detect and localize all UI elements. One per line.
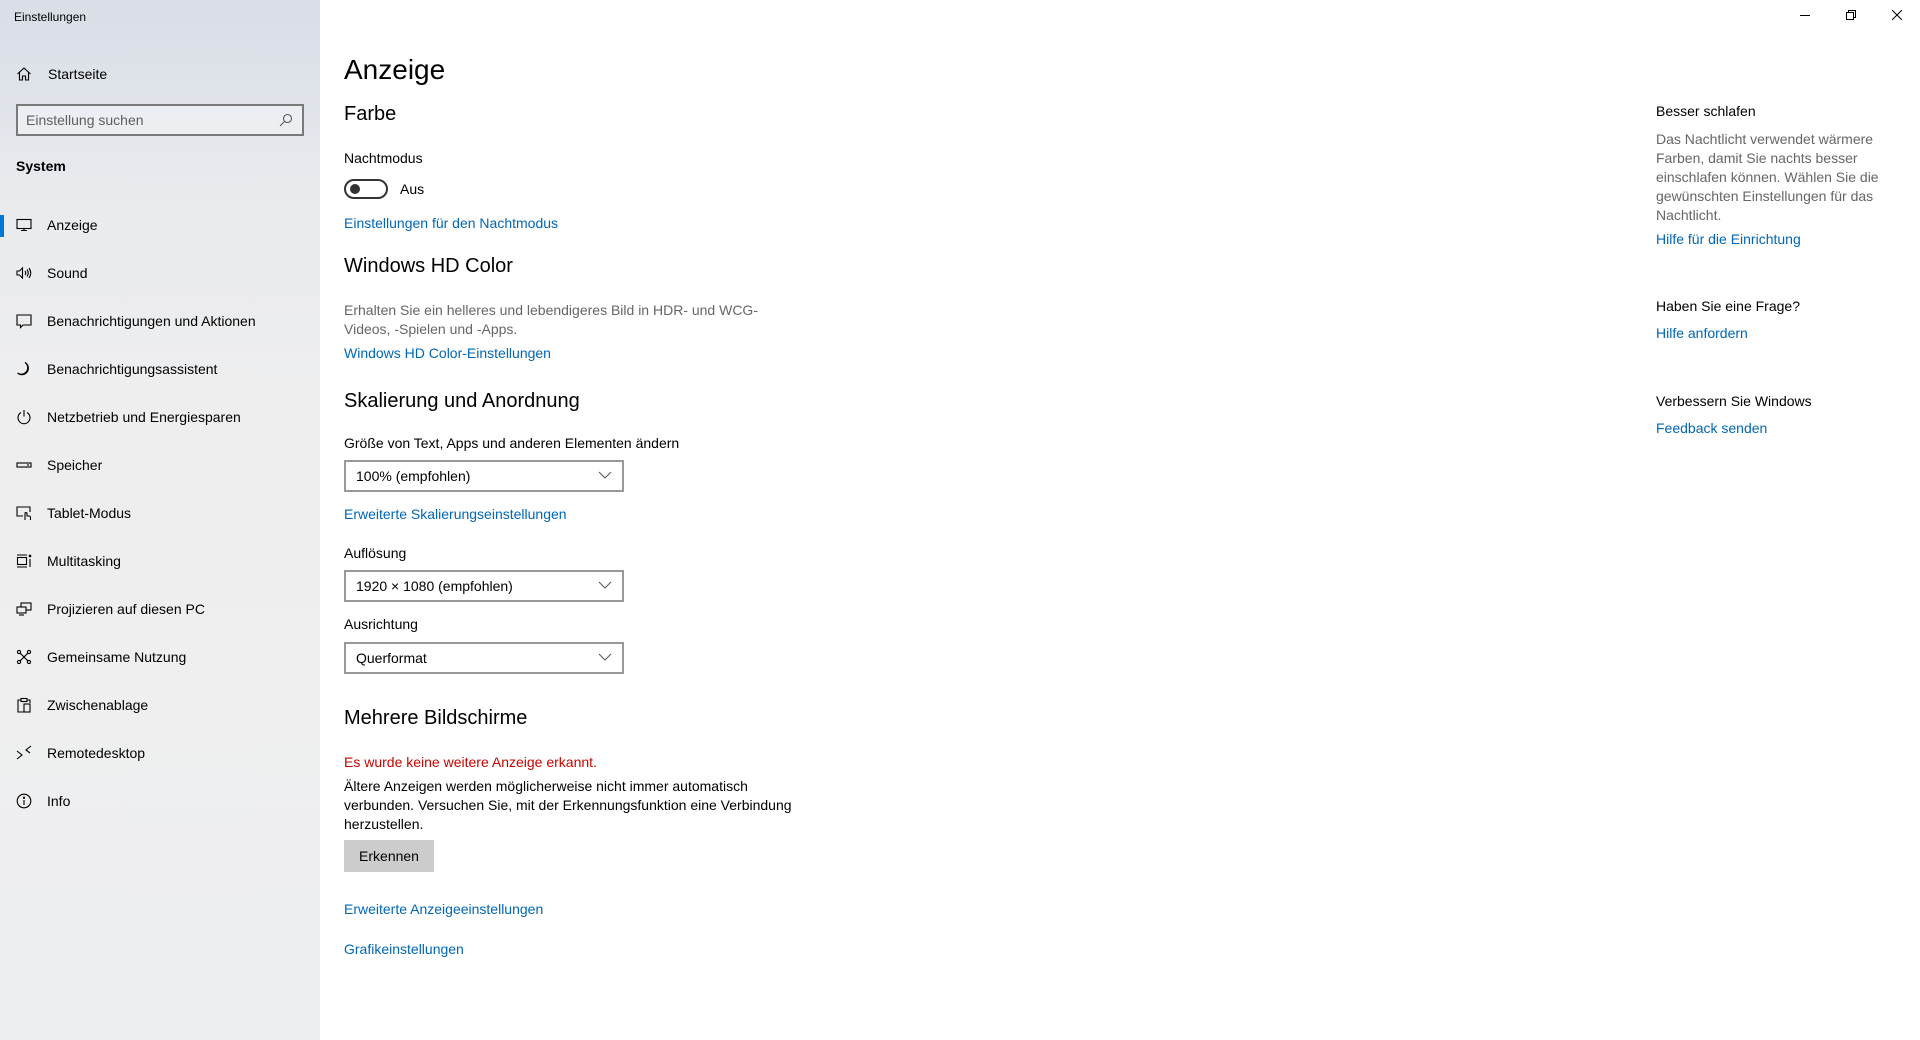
restore-button[interactable] (1828, 0, 1874, 32)
sidebar-item-label: Remotedesktop (47, 745, 146, 761)
notification-icon (16, 313, 32, 329)
advanced-display-settings-link[interactable]: Erweiterte Anzeigeeinstellungen (344, 901, 544, 917)
restore-icon (1846, 7, 1856, 25)
sidebar-item-projizieren[interactable] (0, 585, 320, 633)
sidebar-item-sound[interactable] (0, 249, 320, 297)
main-content (344, 0, 1344, 957)
sidebar-item-zwischenablage[interactable] (0, 681, 320, 729)
sidebar-item-tablet-modus[interactable] (0, 489, 320, 537)
sidebar-nav (0, 201, 320, 825)
search-input[interactable] (26, 112, 278, 128)
no-display-error: Es wurde keine weitere Anzeige erkannt. (344, 754, 597, 770)
moon-icon (16, 361, 32, 377)
speaker-icon (16, 265, 32, 281)
app-title: Einstellungen (14, 10, 87, 24)
sleep-description: Das Nachtlicht verwendet wärmere Farben, damit Sie nachts besser einschlafen können. Wählen Sie die gewünschten Einstellungen für das Nachtlicht. (1656, 131, 1879, 223)
home-link[interactable] (16, 62, 107, 86)
orientation-value: Querformat (356, 650, 427, 666)
minimize-button[interactable] (1782, 0, 1828, 32)
night-mode-settings-link[interactable]: Einstellungen für den Nachtmodus (344, 215, 559, 231)
project-icon (16, 601, 32, 617)
home-icon (16, 66, 32, 82)
section-heading-mehrere-bildschirme: Mehrere Bildschirme (344, 707, 528, 729)
sidebar-item-label: Tablet-Modus (47, 505, 132, 521)
page-title: Anzeige (344, 54, 446, 85)
sidebar-item-label: Gemeinsame Nutzung (47, 649, 187, 665)
scale-dropdown[interactable] (344, 460, 624, 492)
sidebar-item-label: Speicher (47, 457, 103, 473)
sidebar-item-remotedesktop[interactable] (0, 729, 320, 777)
advanced-scaling-link[interactable]: Erweiterte Skalierungseinstellungen (344, 506, 567, 522)
sidebar-item-netzbetrieb[interactable] (0, 393, 320, 441)
night-mode-state: Aus (400, 181, 425, 197)
scale-label: Größe von Text, Apps und anderen Elementen ändern (344, 435, 680, 451)
get-help-link[interactable]: Hilfe anfordern (1656, 325, 1748, 341)
remote-desktop-icon (16, 745, 32, 761)
close-icon (1892, 7, 1902, 25)
orientation-dropdown[interactable] (344, 642, 624, 674)
window-controls (1782, 0, 1920, 32)
sidebar-item-label: Multitasking (47, 553, 121, 569)
night-mode-label: Nachtmodus (344, 150, 423, 166)
sleep-heading: Besser schlafen (1656, 103, 1756, 119)
chevron-down-icon (598, 581, 612, 591)
sidebar-item-multitasking[interactable] (0, 537, 320, 585)
sidebar-item-benachrichtigungen[interactable] (0, 297, 320, 345)
shared-experiences-icon (16, 649, 32, 665)
monitor-icon (16, 217, 32, 233)
search-box[interactable] (16, 104, 304, 136)
resolution-value: 1920 × 1080 (empfohlen) (356, 578, 513, 594)
sidebar-item-label: Projizieren auf diesen PC (47, 601, 205, 617)
sidebar-item-label: Sound (47, 265, 88, 281)
detect-button[interactable]: Erkennen (344, 840, 434, 872)
minimize-icon (1800, 7, 1810, 25)
send-feedback-link[interactable]: Feedback senden (1656, 420, 1768, 436)
hd-color-description: Erhalten Sie ein helleres und lebendigeres Bild in HDR- und WCG-Videos, -Spielen und -Apps. (344, 302, 758, 337)
improve-heading: Verbessern Sie Windows (1656, 393, 1812, 409)
sidebar-item-anzeige[interactable] (0, 201, 320, 249)
sidebar-item-info[interactable] (0, 777, 320, 825)
sidebar-item-label: Anzeige (47, 217, 98, 233)
home-label: Startseite (48, 66, 108, 82)
section-heading-farbe: Farbe (344, 103, 397, 125)
close-button[interactable] (1874, 0, 1920, 32)
graphics-settings-link[interactable]: Grafikeinstellungen (344, 941, 464, 957)
section-label-system: System (16, 158, 66, 174)
storage-icon (16, 457, 32, 473)
question-heading: Haben Sie eine Frage? (1656, 298, 1800, 314)
tablet-mode-icon (16, 505, 32, 521)
toggle-knob (350, 184, 360, 194)
night-mode-toggle[interactable] (344, 179, 388, 199)
search-icon[interactable] (278, 112, 294, 128)
chevron-down-icon (598, 653, 612, 663)
info-icon (16, 793, 32, 809)
sidebar-item-label: Info (47, 793, 71, 809)
power-icon (16, 409, 32, 425)
sidebar-item-gemeinsame-nutzung[interactable] (0, 633, 320, 681)
chevron-down-icon (598, 471, 612, 481)
scale-value: 100% (empfohlen) (356, 468, 471, 484)
hd-color-settings-link[interactable]: Windows HD Color-Einstellungen (344, 345, 551, 361)
setup-help-link[interactable]: Hilfe für die Einrichtung (1656, 231, 1801, 247)
section-heading-hd-color: Windows HD Color (344, 255, 513, 277)
section-heading-skalierung: Skalierung und Anordnung (344, 390, 580, 412)
orientation-label: Ausrichtung (344, 616, 418, 632)
sidebar-item-label: Benachrichtigungsassistent (47, 361, 218, 377)
sidebar-item-label: Zwischenablage (47, 697, 149, 713)
multi-display-description: Ältere Anzeigen werden möglicherweise nicht immer automatisch verbunden. Versuchen Sie, mit der Erkennungsfunktion eine Verbindung herzustellen. (344, 778, 792, 832)
sidebar (0, 0, 320, 1040)
resolution-label: Auflösung (344, 545, 407, 561)
sidebar-item-benachrichtigungsassistent[interactable] (0, 345, 320, 393)
resolution-dropdown[interactable] (344, 570, 624, 602)
multitasking-icon (16, 553, 32, 569)
sidebar-item-speicher[interactable] (0, 441, 320, 489)
sidebar-item-label: Benachrichtigungen und Aktionen (47, 313, 256, 329)
clipboard-icon (16, 697, 32, 713)
sidebar-item-label: Netzbetrieb und Energiesparen (47, 409, 241, 425)
